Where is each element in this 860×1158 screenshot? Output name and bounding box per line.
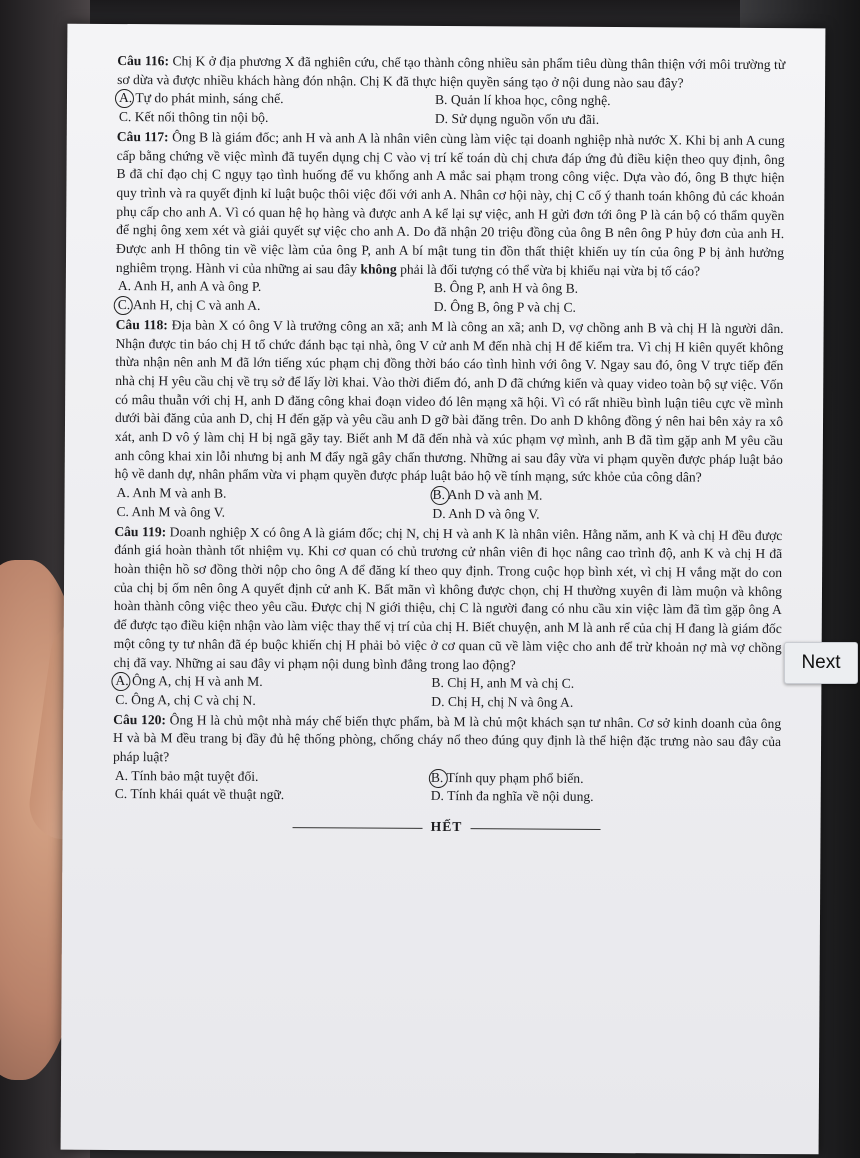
options — [113, 672, 781, 713]
options — [117, 89, 785, 130]
exam-content — [112, 52, 785, 839]
question-text: Địa bàn X có ông V là trưởng công an xã; anh M là công an xã; anh D, vợ chồng anh B và chị H là người dân. Nhận được tin báo chị H tổ chức đánh bạc tại nhà, ông V cử anh M đến nhà chị H để kiểm tra. Vì chị H kiên quyết không thừa nhận nên anh M đã lớn tiếng xúc phạm chị đồng thời báo cáo tình hình với ông V. Ngay sau đó, ông V trực tiếp đến nhà chị H yêu cầu chị về trụ sở để lấy lời khai. Vào thời điểm đó, anh D đã chứng kiến và quay video toàn bộ sự việc. Vốn có mâu thuẫn với chị H, anh D đăng công khai đoạn video đó lên mạng xã hội. Vì có rất nhiều bình luận tiêu cực về mình dưới bài đăng của anh D, chị H đến gặp và yêu cầu anh D gỡ bài đăng trên. Do anh D không đồng ý nên hai bên xảy ra xô xát, anh D vô ý làm chị H bị ngã gãy tay. Biết anh M đã đến nhà và xúc phạm vợ mình, anh B đã tìm gặp anh M yêu cầu anh công khai xin lỗi nhưng bị anh M đẩy ngã gây chấn thương. Những ai sau đây vừa vi phạm quyền được pháp luật bảo hộ về danh dự, nhân phẩm vừa vi phạm quyền được pháp luật bảo hộ về tính mạng, sức khỏe của công dân? — [114, 317, 784, 486]
options — [116, 277, 784, 318]
option-b[interactable]: B. Quản lí khoa học, công nghệ. — [434, 92, 611, 109]
exam-paper — [61, 24, 826, 1155]
question-text-end: phải là đối tượng có thể vừa bị khiếu nại vừa bị tố cáo? — [400, 261, 701, 279]
question-label: Câu 116: — [117, 53, 170, 69]
option-d[interactable]: D. Sử dụng nguồn vốn ưu đãi. — [434, 111, 600, 128]
question-emphasis: không — [360, 261, 397, 277]
option-a[interactable]: A. Anh H, anh A và ông P. — [117, 278, 262, 295]
option-b[interactable]: B. Chị H, anh M và chị C. — [431, 675, 575, 692]
option-a[interactable]: A. Tự do phát minh, sáng chế. — [117, 89, 435, 110]
end-dash-left — [293, 827, 423, 829]
question-label: Câu 120: — [113, 711, 167, 727]
option-d[interactable]: D. Chị H, chị N và ông A. — [431, 693, 574, 710]
question-120 — [113, 711, 782, 809]
option-b[interactable]: B. Tính quy phạm phổ biến. — [431, 769, 781, 790]
option-b[interactable]: B. Anh D và anh M. — [433, 486, 783, 507]
option-d[interactable]: D. Anh D và ông V. — [432, 505, 540, 522]
option-a[interactable]: A. Tính bảo mật tuyệt đối. — [114, 767, 259, 784]
options — [113, 767, 781, 808]
question-text: Ông H là chủ một nhà máy chế biến thực phẩm, bà M là chủ một khách sạn tư nhân. Cơ sở kinh doanh của ông H và bà M đều trang bị đầy đủ hệ thống phòng, chống cháy nổ theo đúng quy định là thể hiện đặc trưng nào sau đây của pháp luật? — [112, 711, 782, 765]
next-button[interactable]: Next — [784, 642, 858, 684]
question-text: Ông B là giám đốc; anh H và anh A là nhân viên cùng làm việc tại doanh nghiệp nhà nước X. Khi bị anh A cung cấp bằng chứng về việc mình đã tuyển dụng chị C vào vị trí kế toán dù chị chưa đáp ứng đủ điều kiện theo quy định, ông B đã chỉ đạo chị C ngụy tạo tình huống để vu khống anh A mắc sai phạm trong công việc. Dựa vào đó, ông B thực hiện quy trình và ra quyết định kỉ luật buộc thôi việc đối với anh A. Nhân cơ hội này, chị C cố ý thanh toán không đủ các khoản phụ cấp cho anh A. Vì có quan hệ họ hàng và được anh A kể lại sự việc, anh H gửi đơn tới ông P là cán bộ có thẩm quyền để nghị ông xem xét và giải quyết sự việc cho anh A. Do đã nhận 20 triệu đồng của ông B nên ông P hủy đơn của anh H. Được anh H thông tin về việc làm của ông P, anh A bí mật tung tin đồn thất thiệt khiến uy tín của ông P bị ảnh hưởng nghiêm trọng. Hành vi của những ai sau đây — [115, 129, 785, 277]
option-c[interactable]: C. Anh H, chị C và anh A. — [116, 296, 434, 317]
question-label: Câu 119: — [114, 523, 167, 539]
option-b[interactable]: B. Ông P, anh H và ông B. — [433, 280, 579, 297]
end-dash-right — [470, 828, 600, 830]
option-a[interactable]: A. Anh M và anh B. — [116, 485, 227, 501]
option-c[interactable]: C. Ông A, chị C và chị N. — [115, 691, 256, 708]
option-c[interactable]: C. Tính khái quát về thuật ngữ. — [114, 786, 285, 803]
question-118 — [114, 316, 783, 526]
option-c[interactable]: C. Anh M và ông V. — [116, 503, 226, 520]
option-a[interactable]: A. Ông A, chị H và anh M. — [113, 672, 431, 693]
question-117 — [116, 128, 785, 319]
option-c[interactable]: C. Kết nối thông tin nội bộ. — [118, 109, 269, 126]
question-label: Câu 117: — [116, 128, 169, 145]
question-116 — [117, 52, 785, 131]
question-text: Doanh nghiệp X có ông A là giám đốc; chị N, chị H và anh K là nhân viên. Hằng năm, anh K và chị H đều được đánh giá hoàn thành tốt nhiệm vụ. Khi cơ quan có chủ trương cử nhân viên đi học nâng cao trình độ, anh K và chị H đã hoàn thiện hồ sơ đồng thời nộp cho ông A để đăng kí theo quy định. Trong cuộc họp bình xét, vì chị H vắng mặt do con của chị bị ốm nên ông A quyết định cử anh K. Bất mãn vì không được chọn, chị H thường xuyên đi làm muộn và không hoàn thành công việc theo yêu cầu. Được chị N giới thiệu, chị C là người đang có nhu cầu xin việc làm đã tìm gặp ông A để được tạo điều kiện nhận vào làm việc thay thế vị trí của chị H. Biết chuyện, anh M là anh rể của chị H đang là giám đốc một công ty tư nhân đã ép buộc khiến chị H phải bỏ việc ở cơ quan cũ về làm việc cho anh để trừ khoản nợ mà vợ chồng chị đã vay. Những ai sau đây vi phạm nội dung bình đẳng trong lao động? — [113, 523, 783, 672]
end-text: HẾT — [430, 819, 463, 835]
question-119 — [113, 523, 782, 714]
option-d[interactable]: D. Tính đa nghĩa về nội dung. — [430, 788, 594, 805]
end-marker — [112, 816, 780, 839]
options — [114, 484, 782, 525]
question-text: Chị K ở địa phương X đã nghiên cứu, chế tạo thành công nhiều sản phẩm tiêu dùng thân thiện với môi trường từ sơ dừa và được nhiều khách hàng đón nhận. Chị K đã thực hiện quyền sáng tạo ở nội dung nào sau đây? — [117, 53, 786, 91]
option-d[interactable]: D. Ông B, ông P và chị C. — [433, 299, 577, 315]
question-label: Câu 118: — [115, 316, 168, 333]
